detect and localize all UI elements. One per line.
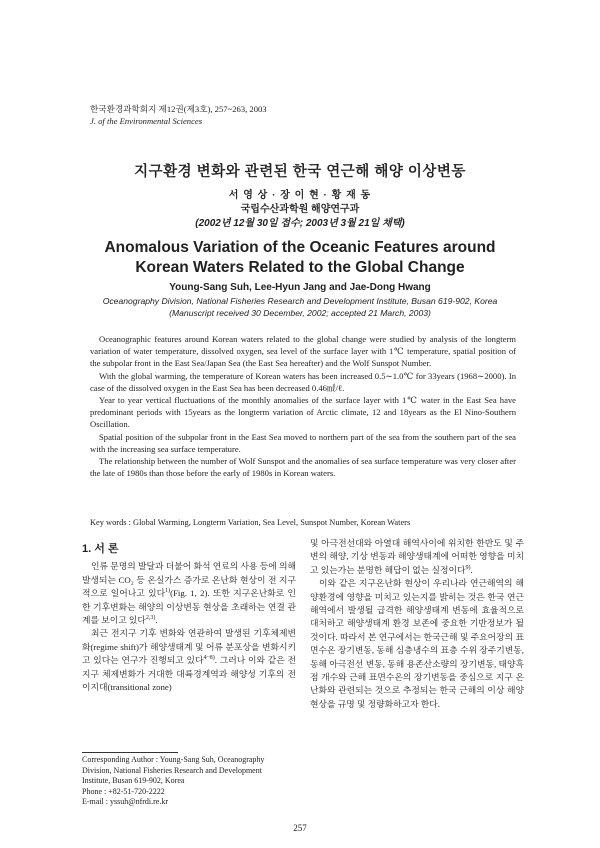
intro-text: 및 아극전선대와 아열대 해역사이에 위치한 한반도 및 주변의 해양, 기상 변동과 해양생태계에 어떠한 영향을 미치고 있는가는 분명한 해답이 없는 실정이다 [310, 538, 524, 575]
footnote-divider [82, 752, 178, 753]
abstract-paragraph: The relationship between the number of Wolf Sunspot and the anomalies of sea surface temperature was very closer after the late of 1980s than those before the early of 1980s in Korean waters. [90, 456, 516, 479]
intro-text: . 그러나 이와 같은 전지구 체제변화가 거대한 대륙경계역과 해양성 기후의 전이지대(transitional zone) [82, 655, 296, 693]
citation: 1) [165, 588, 171, 595]
english-received-date: (Manuscript received 30 December, 2002; accepted 21 March, 2003) [169, 308, 431, 318]
intro-text: 최근 전지구 기후 변화와 연관하여 발생된 기후체제변화(regime shift)가 해양생태계 및 어류 분포상을 변화시키고 있다는 연구가 진행되고 있다 [82, 628, 296, 666]
journal-english-line: J. of the Environmental Sciences [90, 116, 203, 126]
abstract-paragraph: Spatial position of the subpolar front in the East Sea moved to northern part of the sea from the southern part of the sea with the increasing sea surface temperature. [90, 431, 516, 454]
journal-korean-line: 한국환경과학회지 제12권(제3호), 257~263, 2003 [90, 104, 267, 114]
footnote-line: Institute, Busan 619-902, Korea [82, 776, 185, 786]
intro-text: (Fig. 1, 2). 또한 지구온난화로 인한 기후변화는 해양의 이상변동 현상을 초래하는 연결 관계를 보이고 있다 [82, 588, 296, 626]
right-column [310, 537, 524, 711]
english-title [60, 238, 540, 278]
keywords: Key words : Global Warming, Longterm Variation, Sea Level, Sunspot Number, Korean Waters [90, 518, 411, 527]
abstract-paragraph: Year to year vertical fluctuations of the monthly anomalies of the surface layer with 1℃ water in the East Sea have predominant periods with 15years as the longterm variation of Arctic climate, 12 and 18years as the El Nino-Southern Oscillation. [90, 395, 516, 430]
page-number: 257 [293, 823, 307, 833]
citation: 9) [465, 564, 471, 571]
journal-header [90, 103, 267, 127]
english-title-line-2: Korean Waters Related to the Global Change [135, 259, 465, 276]
abstract-paragraph: With the global warming, the temperature of Korean waters has been increased 0.5∼1.0℃ for 33years (1968∼2000). In case of the dissolved oxygen in the East Sea has been decreased 0.46㎖/ℓ. [90, 370, 516, 393]
intro-text: 인류 문명의 발달과 더불어 화석 연료의 사용 등에 의해 발생되는 CO₂ 등 온실가스 증가로 온난화 현상이 전 지구적으로 일어나고 있다 [82, 561, 296, 599]
intro-paragraph-1: 인류 문명의 발달과 더불어 화석 연료의 사용 등에 의해 발생되는 CO₂ 등 온실가스 증가로 온난화 현상이 전 지구적으로 일어나고 있다$^{1)}$(Fig. 1, 2). 또한 지구온난화로 인한 기후변화는 해양의 이상변동 현상을 초래하는 연결 관계를 보이고 있다$^{2,3)}$. [82, 561, 296, 626]
footnote-line: Division, National Fisheries Research and Development [82, 765, 262, 775]
korean-authors: 서 영 상 · 장 이 현 · 황 재 동 [228, 190, 372, 201]
intro-paragraph-4: 이와 같은 지구온난화 현상이 우리나라 연근해역의 해양환경에 영향을 미치고 있는지를 밝히는 것은 한국 연근해역에서 발생될 급격한 해양생태계 변동에 효율적으로 대처하고 해양생태계 환경 보존에 중요한 기반정보가 될 것이다. 따라서 본 연구에서는 한국근해 및 주요어장의 표면수온 장기변동, 동해 심층냉수의 표층 수위 장주기변동, 동해 아극전선 변동, 동해 용존산소량의 장기변동, 태양흑점 개수와 근해 표면수온의 장기변동을 중심으로 지구 온난화와 관련되는 것으로 추정되는 한국 근해의 이상 해양현상을 규명 및 정량화하고자 한다. [310, 578, 524, 709]
left-column [82, 537, 296, 694]
section-heading-introduction: 1. 서 론 [82, 543, 119, 555]
footnote-email: E-mail : yssuh@nfrdi.re.kr [82, 797, 169, 807]
footnote-line: Corresponding Author : Young-Sang Suh, Oceanography [82, 755, 265, 764]
english-institution: Oceanography Division, National Fisheries Research and Development Institute, Busan 619-902, Korea [102, 296, 498, 306]
abstract [90, 333, 516, 479]
korean-title: 지구환경 변화와 관련된 한국 연근해 해양 이상변동 [134, 164, 466, 180]
intro-paragraph-3: 및 아극전선대와 아열대 해역사이에 위치한 한반도 및 주변의 해양, 기상 변동과 해양생태계에 어떠한 영향을 미치고 있는가는 분명한 해답이 없는 실정이다$^{9)}$. [310, 538, 524, 575]
citation: 4~8) [203, 655, 215, 662]
intro-paragraph-2 [82, 627, 296, 694]
citation: 2,3) [145, 615, 156, 622]
korean-institution: 국립수산과학원 해양연구과 [240, 204, 360, 215]
abstract-paragraph: Oceanographic features around Korean waters related to the global change were studied by analysis of the longterm variation of water temperature, dissolved oxygen, sea level of the surface layer with 1℃ temperature, spatial position of the subpolar front in the East Sea/Japan Sea (the East Sea hereafter) and the Wolf Sunspot Number. [90, 334, 516, 369]
corresponding-author-footnote [82, 755, 296, 808]
footnote-line: Phone : +82-51-720-2222 [82, 786, 165, 796]
english-authors: Young-Sang Suh, Lee-Hyun Jang and Jae-Dong Hwang [169, 282, 431, 293]
english-title-line-1: Anomalous Variation of the Oceanic Features around [104, 239, 496, 256]
korean-received-date: (2002년 12월 30일 접수; 2003년 3월 21일 채택) [195, 218, 405, 229]
